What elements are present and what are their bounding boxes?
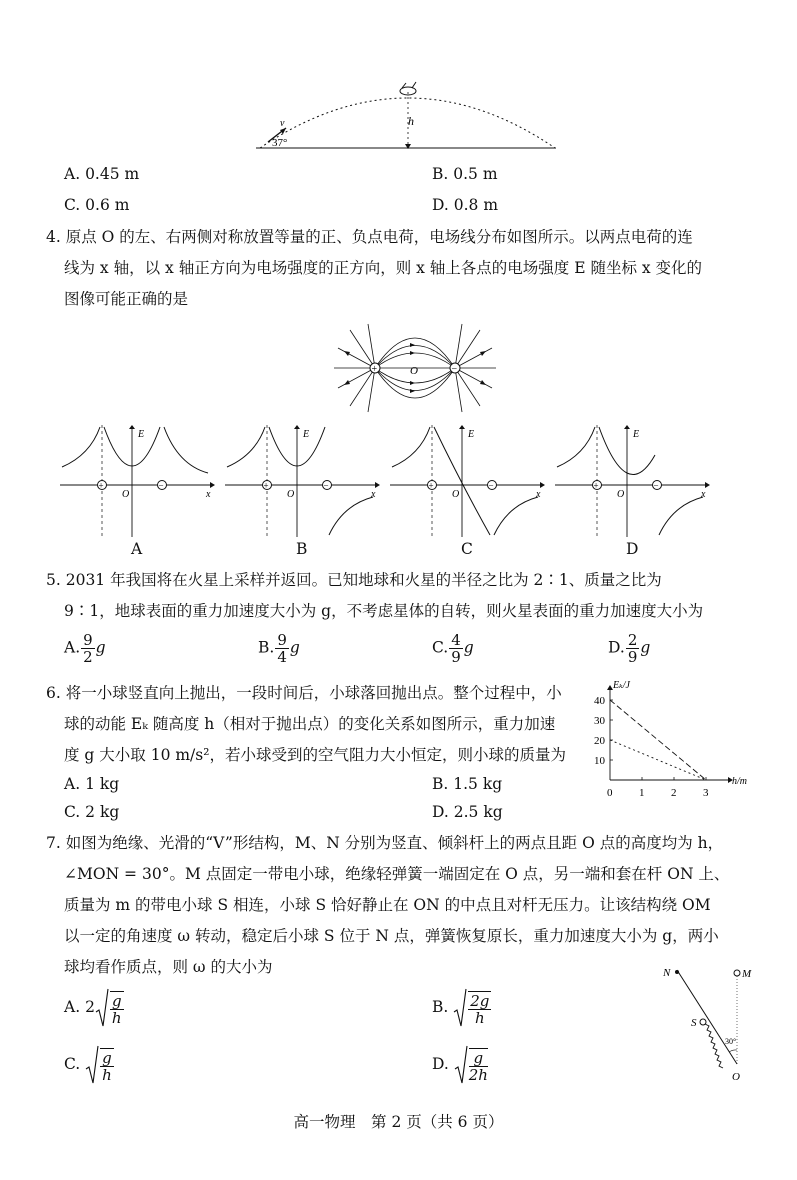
q4-line-2: 线为 x 轴，以 x 轴正方向为电场强度的正方向，则 x 轴上各点的电场强度 E 随坐标 x 变化的 xyxy=(64,259,703,277)
sqrt-sign-icon xyxy=(85,1045,99,1085)
q6-option-b[interactable]: B. 1.5 kg xyxy=(432,775,503,793)
q6-line-1: 6. 将一小球竖直向上抛出，一段时间后，小球落回抛出点。整个过程中，小 xyxy=(46,684,562,702)
series-line-2 xyxy=(610,740,706,780)
x-tick-label: 0 xyxy=(607,787,613,799)
e-x-graphs xyxy=(60,425,740,537)
q7-option-d[interactable]: D. $\frac{g}{2h}$ xyxy=(432,1045,489,1085)
point-o-label: O xyxy=(732,1071,740,1083)
point-m-label: M xyxy=(742,968,752,980)
q5-option-a[interactable]: A. $\frac{9}{2}$ g xyxy=(64,631,106,666)
y-axis-label: Eₖ/J xyxy=(613,680,630,691)
q3-option-b[interactable]: B. 0.5 m xyxy=(432,165,498,183)
q3-option-a[interactable]: A. 0.45 m xyxy=(64,165,140,183)
q6-option-d[interactable]: D. 2.5 kg xyxy=(432,803,503,821)
q7-line-2: ∠MON = 30°。M 点固定一带电小球，绝缘轻弹簧一端固定在 O 点，另一端和套在杆 ON 上、 xyxy=(64,865,730,883)
q7-line-4: 以一定的角速度 ω 转动，稳定后小球 S 位于 N 点，弹簧恢复原长，重力加速度大小为 g，两小 xyxy=(64,927,719,945)
q5-line-2: 9∶1，地球表面的重力加速度大小为 g，不考虑星体的自转，则火星表面的重力加速度大小为 xyxy=(64,602,704,620)
q6-line-3: 度 g 大小取 10 m/s²，若小球受到的空气阻力大小恒定，则小球的质量为 xyxy=(64,746,566,764)
svg-text:−: − xyxy=(323,480,329,491)
svg-text:x: x xyxy=(371,489,376,500)
svg-text:O: O xyxy=(287,489,295,500)
ek-h-chart xyxy=(590,680,760,805)
svg-text:+: + xyxy=(593,480,599,491)
svg-text:E: E xyxy=(138,429,145,440)
graph-a xyxy=(60,425,215,537)
y-tick-label: 30 xyxy=(594,715,605,727)
q4-line-1: 4. 原点 O 的左、右两侧对称放置等量的正、负点电荷，电场线分布如图所示。以两点电荷的连 xyxy=(46,228,693,246)
q5-option-d[interactable]: D. $\frac{2}{9}$ g xyxy=(608,631,651,666)
svg-text:E: E xyxy=(303,429,310,440)
q7-line-5: 球均看作质点，则 ω 的大小为 xyxy=(64,958,273,976)
y-tick-label: 20 xyxy=(594,735,605,747)
q4-line-3: 图像可能正确的是 xyxy=(64,290,189,308)
q7-option-c[interactable]: C. $\frac{g}{h}$ xyxy=(64,1045,115,1085)
q6-option-c[interactable]: C. 2 kg xyxy=(64,803,120,821)
sqrt-sign-icon xyxy=(453,988,467,1028)
graph-b xyxy=(225,425,380,537)
v-structure-figure xyxy=(655,960,775,1085)
svg-text:+: + xyxy=(428,480,434,491)
q7-line-1: 7. 如图为绝缘、光滑的“V”形结构，M、N 分别为竖直、倾斜杆上的两点且距 O 点的高度均为 h， xyxy=(46,834,724,852)
svg-text:−: − xyxy=(158,480,164,491)
sqrt-sign-icon xyxy=(95,988,109,1028)
svg-text:−: − xyxy=(653,480,659,491)
svg-text:E: E xyxy=(468,429,475,440)
velocity-label: v xyxy=(280,118,285,129)
svg-text:−: − xyxy=(488,480,494,491)
q6-option-a[interactable]: A. 1 kg xyxy=(64,775,120,793)
q5-line-1: 5. 2031 年我国将在火星上采样并返回。已知地球和火星的半径之比为 2∶1、质量之比为 xyxy=(46,571,662,589)
x-tick-label: 3 xyxy=(703,787,709,799)
neg-charge-sign: − xyxy=(451,364,458,375)
graph-c xyxy=(390,425,545,537)
y-tick-label: 40 xyxy=(594,695,605,707)
point-s-label: S xyxy=(691,1017,697,1029)
graph-caption-c[interactable]: C xyxy=(461,540,473,558)
graph-d xyxy=(555,425,710,537)
graph-caption-b[interactable]: B xyxy=(296,540,308,558)
graph-caption-d[interactable]: D xyxy=(626,540,639,558)
q5-option-c[interactable]: C. $\frac{4}{9}$ g xyxy=(432,631,474,666)
height-label: h xyxy=(408,114,414,128)
angle-label: 37° xyxy=(272,137,288,149)
svg-text:x: x xyxy=(536,489,541,500)
x-tick-label: 1 xyxy=(639,787,645,799)
svg-text:O: O xyxy=(617,489,625,500)
origin-label: O xyxy=(410,365,418,377)
svg-text:E: E xyxy=(633,429,640,440)
q6-line-2: 球的动能 Eₖ 随高度 h（相对于抛出点）的变化关系如图所示，重力加速 xyxy=(64,715,556,733)
y-tick-label: 10 xyxy=(594,755,605,767)
sqrt-sign-icon xyxy=(454,1045,468,1085)
pos-charge-sign: + xyxy=(371,364,378,375)
svg-text:x: x xyxy=(206,489,211,500)
svg-text:O: O xyxy=(122,489,130,500)
series-line-1 xyxy=(610,700,706,780)
point-n-label: N xyxy=(663,967,671,979)
q3-option-c[interactable]: C. 0.6 m xyxy=(64,196,130,214)
svg-text:+: + xyxy=(98,480,104,491)
q5-option-b[interactable]: B. $\frac{9}{4}$ g xyxy=(258,631,300,666)
svg-text:O: O xyxy=(452,489,460,500)
x-axis-label: h/m xyxy=(732,776,747,787)
svg-text:+: + xyxy=(263,480,269,491)
q7-option-a[interactable]: A. 2 $\frac{g}{h}$ xyxy=(64,988,125,1028)
q3-option-d[interactable]: D. 0.8 m xyxy=(432,196,499,214)
q7-option-b[interactable]: B. $\frac{2g}{h}$ xyxy=(432,988,492,1028)
q7-line-3: 质量为 m 的带电小球 S 相连，小球 S 恰好静止在 ON 的中点且对杆无压力。让该结构绕 OM xyxy=(64,896,711,914)
angle-30-label: 30° xyxy=(725,1037,737,1046)
x-tick-label: 2 xyxy=(671,787,677,799)
page-footer: 高一物理 第 2 页（共 6 页） xyxy=(293,1113,504,1131)
field-lines-figure xyxy=(330,318,500,418)
graph-caption-a[interactable]: A xyxy=(131,540,143,558)
projectile-figure xyxy=(250,70,570,155)
svg-text:x: x xyxy=(701,489,706,500)
